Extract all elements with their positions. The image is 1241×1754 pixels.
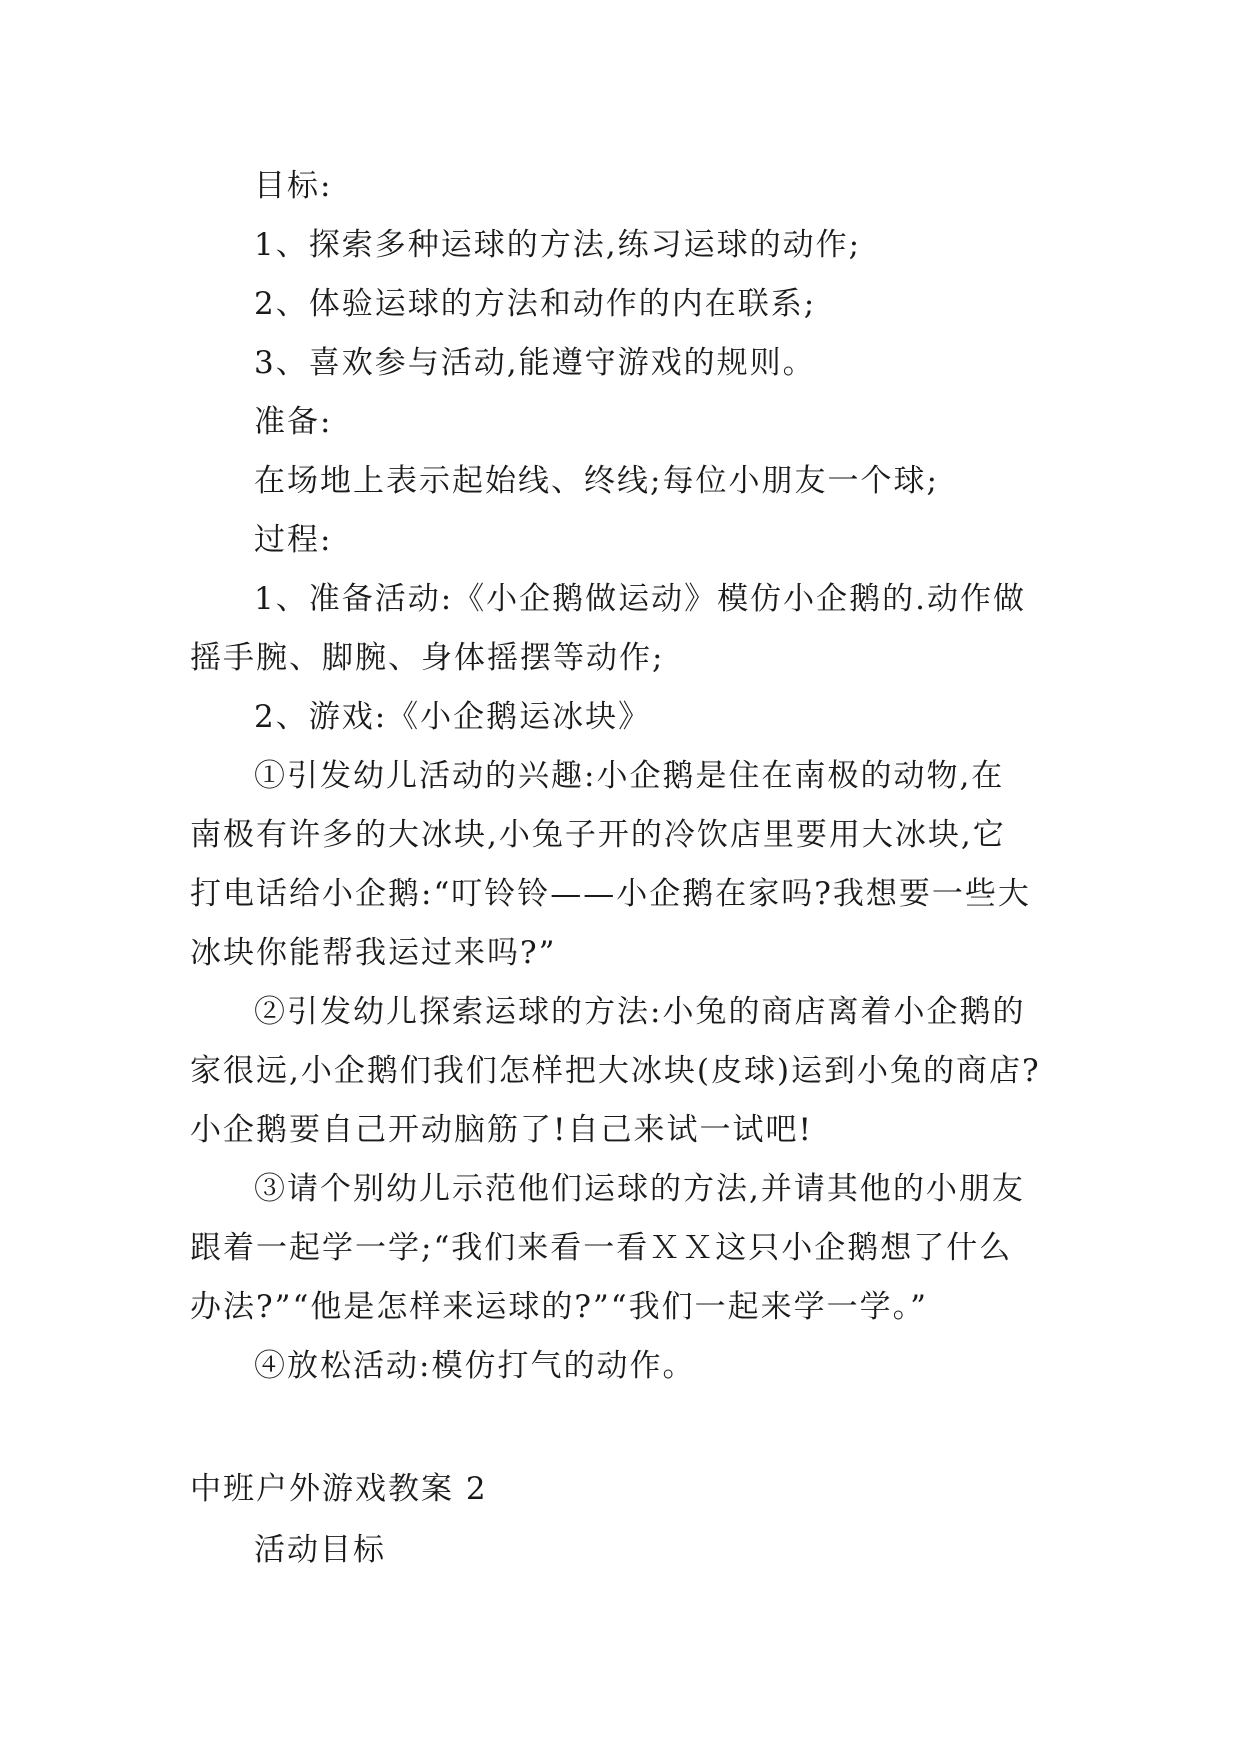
- substep-4: ④放松活动:模仿打气的动作。: [254, 1348, 696, 1384]
- substep-2: ②引发幼儿探索运球的方法:小兔的商店离着小企鹅的: [254, 994, 1026, 1030]
- substep-1-cont-a: 南极有许多的大冰块,小兔子开的冷饮店里要用大冰块,它: [190, 817, 1006, 853]
- substep-3: ③请个别幼儿示范他们运球的方法,并请其他的小朋友: [254, 1171, 1025, 1207]
- substep-2-cont-a: 家很远,小企鹅们我们怎样把大冰块(皮球)运到小兔的商店?: [190, 1053, 1041, 1089]
- process-step-1-cont: 摇手腕、脚腕、身体摇摆等动作;: [190, 640, 665, 676]
- heading-preparation: 准备:: [254, 404, 333, 440]
- substep-1-cont-b: 打电话给小企鹅:“叮铃铃——小企鹅在家吗?我想要一些大: [190, 876, 1031, 912]
- substep-2-cont-b: 小企鹅要自己开动脑筋了!自己来试一试吧!: [190, 1112, 813, 1148]
- heading-process: 过程:: [254, 522, 333, 558]
- process-step-2: 2、游戏:《小企鹅运冰块》: [254, 699, 652, 735]
- section-title: 中班户外游戏教案 2: [190, 1471, 488, 1507]
- substep-1: ①引发幼儿活动的兴趣:小企鹅是住在南极的动物,在: [254, 758, 1005, 794]
- substep-3-cont-b: 办法?”“他是怎样来运球的?”“我们一起来学一学。”: [190, 1289, 928, 1325]
- substep-3-cont-a: 跟着一起学一学;“我们来看一看ＸＸ这只小企鹅想了什么: [190, 1230, 1013, 1266]
- goal-item-1: 1、探索多种运球的方法,练习运球的动作;: [254, 227, 862, 263]
- substep-1-cont-c: 冰块你能帮我运过来吗?”: [190, 935, 557, 971]
- goal-item-2: 2、体验运球的方法和动作的内在联系;: [254, 286, 817, 322]
- section-first-line: 活动目标: [254, 1532, 386, 1568]
- process-step-1: 1、准备活动:《小企鹅做运动》模仿小企鹅的.动作做: [254, 581, 1027, 617]
- preparation-text: 在场地上表示起始线、终线;每位小朋友一个球;: [254, 463, 939, 499]
- heading-goals: 目标:: [254, 168, 333, 204]
- goal-item-3: 3、喜欢参与活动,能遵守游戏的规则。: [254, 345, 816, 381]
